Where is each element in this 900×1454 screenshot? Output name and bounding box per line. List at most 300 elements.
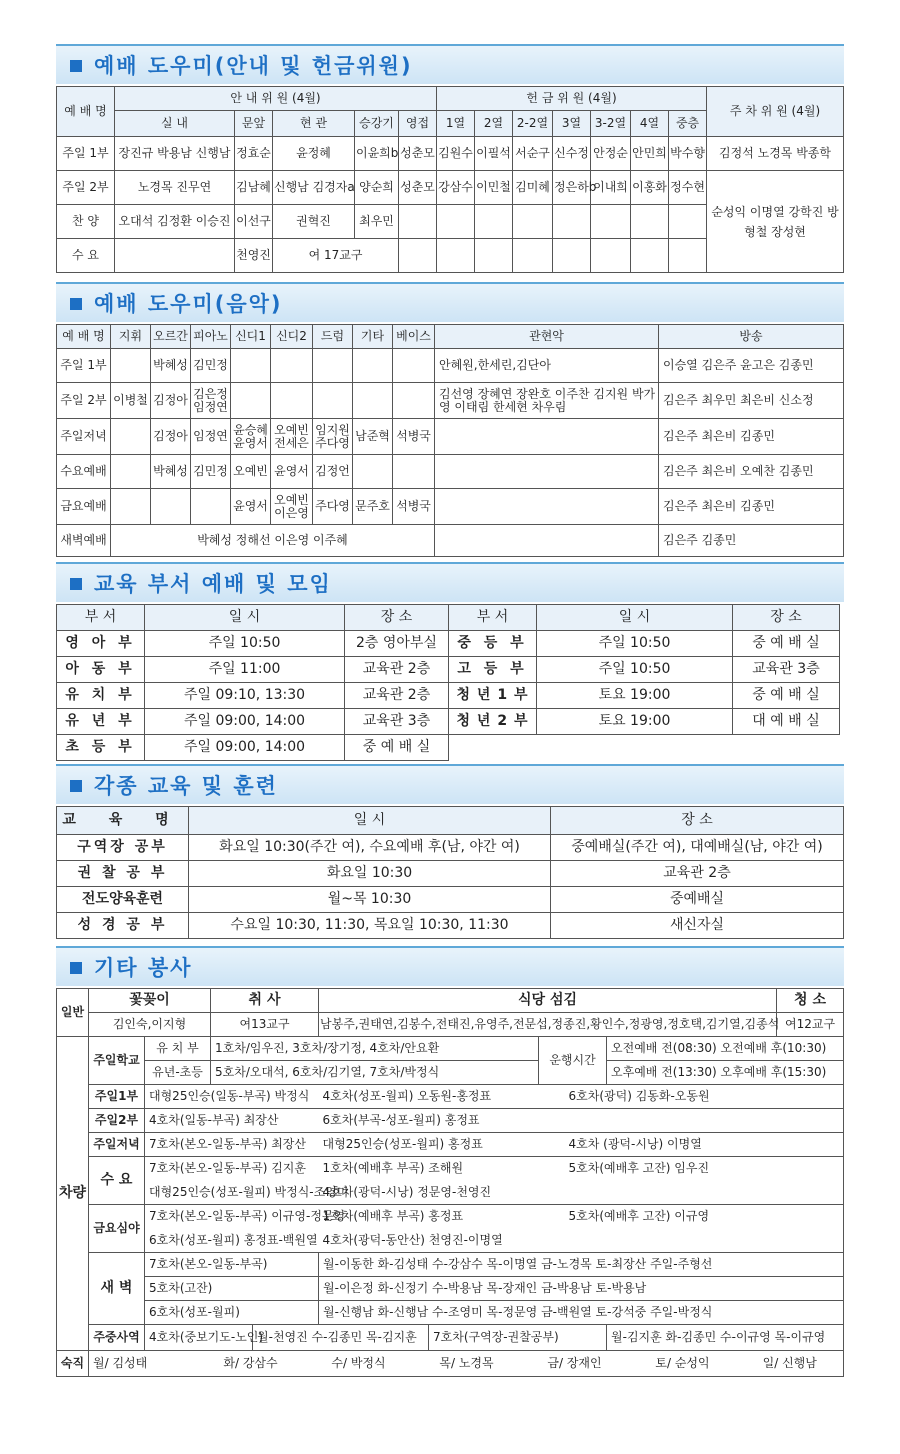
- cell: 정효순: [235, 137, 273, 171]
- course-name: 전도양육훈련: [57, 887, 189, 913]
- cell: [565, 1181, 844, 1205]
- cell: 신수정: [553, 137, 591, 171]
- square-bullet-icon: [70, 962, 82, 974]
- cell: 7호차(본오-일동-부곡) 이규영-정문영: [145, 1205, 319, 1229]
- sub-header: 문앞: [235, 111, 273, 137]
- header: 식당 섬김: [319, 989, 777, 1013]
- row-label: 주일학교: [89, 1037, 145, 1085]
- cell: 월-신행남 화-신행남 수-조영미 목-정문영 금-백원열 토-강석중 주일-박정식: [319, 1301, 844, 1325]
- cell: 김은주 최은비 김종민: [659, 419, 844, 455]
- table-row: [57, 1253, 844, 1277]
- cell: 박수향: [669, 137, 707, 171]
- cell: 이필석: [475, 137, 513, 171]
- cell: 김원수: [437, 137, 475, 171]
- cell: 일/ 신행남: [737, 1351, 844, 1377]
- cell: [271, 383, 313, 419]
- cell: [669, 205, 707, 239]
- dept-name: 중 등 부: [449, 631, 537, 657]
- dept-name: 유 년 부: [57, 709, 145, 735]
- header: 방송: [659, 325, 844, 349]
- optime-label: 운행시간: [539, 1037, 607, 1085]
- cell: [313, 349, 353, 383]
- cell: [111, 349, 151, 383]
- header: 일 시: [189, 807, 551, 835]
- cell: 주일 09:00, 14:00: [145, 735, 345, 761]
- cell: [435, 525, 659, 557]
- cell: 주일 10:50: [537, 657, 733, 683]
- table-row: [57, 137, 844, 171]
- table-row: [57, 1277, 844, 1301]
- cell: 4호차 (광덕-시낭) 이명열: [565, 1133, 844, 1157]
- cell: 7호차(본오-일동-부곡): [145, 1253, 319, 1277]
- cell: 주일 11:00: [145, 657, 345, 683]
- cell: 노경목 진무연: [115, 171, 235, 205]
- education-dept-table: [56, 604, 844, 761]
- cell: 남준혁: [353, 419, 393, 455]
- cell-parking: 순성익 이명열 강학진 방형철 장성현: [707, 171, 844, 273]
- cell: [313, 383, 353, 419]
- cell: [591, 239, 631, 273]
- table-row: [57, 171, 844, 205]
- square-bullet-icon: [70, 298, 82, 310]
- cell: 오대석 김정환 이승진: [115, 205, 235, 239]
- row-label: 주일2부: [89, 1109, 145, 1133]
- cell: 안정순: [591, 137, 631, 171]
- cell: [399, 239, 437, 273]
- row-label: 수 요: [89, 1157, 145, 1205]
- cell: 석병국: [393, 489, 435, 525]
- cell: 토요 19:00: [537, 709, 733, 735]
- cell: 김선영 장혜연 장완호 이주찬 김지원 박가영 이태림 한세현 차우림: [435, 383, 659, 419]
- cell: 천영진: [235, 239, 273, 273]
- section-header-other-service: [56, 946, 844, 986]
- cell: 오전예배 전(08:30) 오전예배 후(10:30): [607, 1037, 844, 1061]
- cell: [591, 205, 631, 239]
- header: 부 서: [449, 605, 537, 631]
- header: 장 소: [345, 605, 449, 631]
- cell: 6호차(광덕) 김동화-오동원: [565, 1085, 844, 1109]
- cell: 이병철: [111, 383, 151, 419]
- cell: [513, 205, 553, 239]
- cell: 화/ 강삼수: [197, 1351, 305, 1377]
- cell: 이민철: [475, 171, 513, 205]
- cell: 여13교구: [211, 1013, 319, 1037]
- cell: [353, 383, 393, 419]
- cell: 주일 09:00, 14:00: [145, 709, 345, 735]
- table-row: [57, 1085, 844, 1109]
- cell: 성춘모: [399, 171, 437, 205]
- cell: 대 예 배 실: [733, 709, 840, 735]
- square-bullet-icon: [70, 780, 82, 792]
- cell: [111, 489, 151, 525]
- cell: 화요일 10:30: [189, 861, 551, 887]
- cell: [271, 349, 313, 383]
- cell: 4호차(일동-부곡) 최장산: [145, 1109, 319, 1133]
- cell: 대형25인승(성포-월피) 홍정표: [319, 1133, 565, 1157]
- cell: 월-이은정 화-신정기 수-박용남 목-장재인 금-박용남 토-박용남: [319, 1277, 844, 1301]
- cell: 주일 10:50: [537, 631, 733, 657]
- section-title: 예배 도우미(안내 및 헌금위원): [94, 54, 413, 78]
- cell: [111, 455, 151, 489]
- cell: [631, 205, 669, 239]
- cell: 대형25인승(성포-월피) 박정식-조영미: [145, 1181, 319, 1205]
- cell: [437, 205, 475, 239]
- table-row: [57, 525, 844, 557]
- cell: [393, 383, 435, 419]
- cell: 여12교구: [777, 1013, 844, 1037]
- cell: 중예배실(주간 여), 대예배실(남, 야간 여): [551, 835, 844, 861]
- section-title: 교육 부서 예배 및 모임: [94, 572, 332, 596]
- header: 청 소: [777, 989, 844, 1013]
- table-row: [57, 1205, 844, 1229]
- cell: 중 예 배 실: [345, 735, 449, 761]
- header: 피아노: [191, 325, 231, 349]
- cell: 월-천영진 수-김종민 목-김지훈: [253, 1325, 429, 1351]
- cell: 4호차(중보기도-노인): [145, 1325, 253, 1351]
- cell: [231, 349, 271, 383]
- cell: 4호차(성포-월피) 오동원-홍정표: [319, 1085, 565, 1109]
- cell: 김미혜: [513, 171, 553, 205]
- cell: 목/ 노경목: [413, 1351, 521, 1377]
- sub-header: 4열: [631, 111, 669, 137]
- dept-name: 영 아 부: [57, 631, 145, 657]
- cell: 7호차(본오-일동-부곡) 김지훈: [145, 1157, 319, 1181]
- cell: 1호차(예배후 부곡) 조해원: [319, 1157, 565, 1181]
- sub-header: 3-2열: [591, 111, 631, 137]
- header-parking: 주 차 위 원 (4월): [707, 87, 844, 137]
- cell: 대형25인승(일동-부곡) 박정식: [145, 1085, 319, 1109]
- row-label: 새벽예배: [57, 525, 111, 557]
- cell: 주일 10:50: [145, 631, 345, 657]
- dept-name: 청 년 2 부: [449, 709, 537, 735]
- cell: 김정언: [313, 455, 353, 489]
- table-row: [57, 1351, 844, 1377]
- table-row: [57, 913, 844, 939]
- cell: 5호차(예배후 고잔) 임우진: [565, 1157, 844, 1181]
- cell: 이선구: [235, 205, 273, 239]
- row-label: 주일1부: [89, 1085, 145, 1109]
- dept-name: 유 치 부: [57, 683, 145, 709]
- cell: 1호차(예배후 부곡) 홍정표: [319, 1205, 565, 1229]
- header: 예 배 명: [57, 325, 111, 349]
- cell: 김민정: [191, 455, 231, 489]
- cell: 금/ 장재인: [521, 1351, 629, 1377]
- cell: 김은주 최은비 김종민: [659, 489, 844, 525]
- cell: 7호차(본오-일동-부곡) 최장산: [145, 1133, 319, 1157]
- cell: 중 예 배 실: [733, 631, 840, 657]
- table-row: [57, 1229, 844, 1253]
- row-label: 금요심야: [89, 1205, 145, 1253]
- cell: [475, 239, 513, 273]
- square-bullet-icon: [70, 578, 82, 590]
- cell: 김인숙,이지형: [89, 1013, 211, 1037]
- table-row: [57, 683, 840, 709]
- dept-name: 청 년 1 부: [449, 683, 537, 709]
- table-row: [57, 489, 844, 525]
- row-label: 새 벽: [89, 1253, 145, 1325]
- cell: 정수현: [669, 171, 707, 205]
- cell: 윤정혜: [273, 137, 355, 171]
- table-row: [57, 1181, 844, 1205]
- cell: 권혁진: [273, 205, 355, 239]
- cell: 6호차(성포-월피) 홍정표-백원열: [145, 1229, 319, 1253]
- cell: 6호차(부곡-성포-월피) 홍정표: [319, 1109, 565, 1133]
- cell: 오예빈 전세은: [271, 419, 313, 455]
- header: 일 시: [537, 605, 733, 631]
- cell: 월-김지훈 화-김종민 수-이규영 목-이규영: [607, 1325, 844, 1351]
- cell: [393, 349, 435, 383]
- cell: 문주호: [353, 489, 393, 525]
- cell: [435, 455, 659, 489]
- cell: [353, 349, 393, 383]
- cell: 오후예배 전(13:30) 오후예배 후(15:30): [607, 1061, 844, 1085]
- dept-name: 초 등 부: [57, 735, 145, 761]
- sub-label: 유년-초등: [145, 1061, 211, 1085]
- cell: 신행남 김경자a: [273, 171, 355, 205]
- cell: 장진규 박용남 신행남: [115, 137, 235, 171]
- table-row: [57, 735, 840, 761]
- cell: 김은주 김종민: [659, 525, 844, 557]
- cell: 중예배실: [551, 887, 844, 913]
- header: 꽃꽂이: [89, 989, 211, 1013]
- cell: 남봉주,권태연,김봉수,전태진,유영주,전문섭,정종진,황인수,정광영,정호택,김기열,김종석: [319, 1013, 777, 1037]
- cell: 중 예 배 실: [733, 683, 840, 709]
- table-row: [57, 835, 844, 861]
- sub-header: 1열: [437, 111, 475, 137]
- other-service-table: [56, 988, 844, 1377]
- cell: 월~목 10:30: [189, 887, 551, 913]
- cell: 김은주 최은비 오예찬 김종민: [659, 455, 844, 489]
- table-row: [57, 349, 844, 383]
- cell: 이홍화: [631, 171, 669, 205]
- dept-name: 고 등 부: [449, 657, 537, 683]
- cell: [669, 239, 707, 273]
- table-row: [57, 1301, 844, 1325]
- cell: [437, 239, 475, 273]
- cell: [435, 489, 659, 525]
- sub-header: 실 내: [115, 111, 235, 137]
- row-label: 주일 1부: [57, 349, 111, 383]
- cell: [553, 205, 591, 239]
- cell: 이윤희b: [355, 137, 399, 171]
- header-offering: 헌 금 위 원 (4월): [437, 87, 707, 111]
- sub-label: 유 치 부: [145, 1037, 211, 1061]
- cell: 교육관 3층: [733, 657, 840, 683]
- square-bullet-icon: [70, 60, 82, 72]
- car-label: 차량: [57, 1037, 89, 1351]
- cell: 박혜성: [151, 455, 191, 489]
- cell: 교육관 2층: [345, 657, 449, 683]
- header: 관현악: [435, 325, 659, 349]
- cell: 성춘모: [399, 137, 437, 171]
- cell: 1호차/임우진, 3호차/장기정, 4호차/안요환: [211, 1037, 539, 1061]
- cell: [231, 383, 271, 419]
- section-title: 예배 도우미(음악): [94, 292, 283, 316]
- cell: 안민희: [631, 137, 669, 171]
- sub-header: 중층: [669, 111, 707, 137]
- table-row: [57, 657, 840, 683]
- row-label: 주일저녁: [57, 419, 111, 455]
- cell: 5호차(고잔): [145, 1277, 319, 1301]
- header: 장 소: [551, 807, 844, 835]
- cell: 5호차/오대석, 6호차/김기열, 7호차/박정식: [211, 1061, 539, 1085]
- cell: 김민정: [191, 349, 231, 383]
- header: 신디1: [231, 325, 271, 349]
- header: 지휘: [111, 325, 151, 349]
- cell: 4호차(광덕-시낭) 정문영-천영진: [319, 1181, 565, 1205]
- cell: [565, 1229, 844, 1253]
- cell: [111, 419, 151, 455]
- header: 오르간: [151, 325, 191, 349]
- course-name: 권 찰 공 부: [57, 861, 189, 887]
- cell: 오예빈: [231, 455, 271, 489]
- cell: 이내희: [591, 171, 631, 205]
- cell: 최우민: [355, 205, 399, 239]
- cell: 월-이동한 화-김성태 수-강삼수 목-이명열 금-노경목 토-최장산 주일-주형선: [319, 1253, 844, 1277]
- table-row: [57, 1133, 844, 1157]
- cell: 윤영서: [271, 455, 313, 489]
- header: 기타: [353, 325, 393, 349]
- cell: 김남혜: [235, 171, 273, 205]
- cell: 화요일 10:30(주간 여), 수요예배 후(남, 야간 여): [189, 835, 551, 861]
- table-row: [57, 1157, 844, 1181]
- cell: 안혜원,한세린,김단아: [435, 349, 659, 383]
- row-label: 주중사역: [89, 1325, 145, 1351]
- cell: 석병국: [393, 419, 435, 455]
- cell: 윤영서: [231, 489, 271, 525]
- cell: 김은주 최우민 최은비 신소정: [659, 383, 844, 419]
- ushers-table: [56, 86, 844, 273]
- table-row: [57, 861, 844, 887]
- cell: [115, 239, 235, 273]
- cell: 김은정 임정연: [191, 383, 231, 419]
- sub-header: 2열: [475, 111, 513, 137]
- cell: 이승열 김은주 윤고은 김종민: [659, 349, 844, 383]
- cell: [475, 205, 513, 239]
- row-label: 수요예배: [57, 455, 111, 489]
- music-table: [56, 324, 844, 557]
- cell: 임정연: [191, 419, 231, 455]
- dept-name: 아 동 부: [57, 657, 145, 683]
- section-header-music: [56, 282, 844, 322]
- cell: 주다영: [313, 489, 353, 525]
- header: 일 시: [145, 605, 345, 631]
- cell: 윤승혜 윤영서: [231, 419, 271, 455]
- cell: 5호차(예배후 고잔) 이규영: [565, 1205, 844, 1229]
- table-row: [57, 709, 840, 735]
- row-label: 찬 양: [57, 205, 115, 239]
- cell: [393, 455, 435, 489]
- overnight-label: 숙직: [57, 1351, 89, 1377]
- row-label: 주일 2부: [57, 171, 115, 205]
- cell: 김정아: [151, 419, 191, 455]
- cell: 양순희: [355, 171, 399, 205]
- section-title: 각종 교육 및 훈련: [94, 774, 278, 798]
- row-label: 주일 2부: [57, 383, 111, 419]
- section-header-education-dept: [56, 562, 844, 602]
- sub-header: 2-2열: [513, 111, 553, 137]
- header: 베이스: [393, 325, 435, 349]
- table-row: [57, 383, 844, 419]
- cell: 서순구: [513, 137, 553, 171]
- cell: [435, 419, 659, 455]
- cell: 월/ 김성태: [89, 1351, 197, 1377]
- cell: 김정아: [151, 383, 191, 419]
- cell: [191, 489, 231, 525]
- header: 장 소: [733, 605, 840, 631]
- header: 드럼: [313, 325, 353, 349]
- table-row: [57, 887, 844, 913]
- table-row: [57, 1109, 844, 1133]
- cell: 교육관 3층: [345, 709, 449, 735]
- cell: 7호차(구역장-권찰공부): [429, 1325, 607, 1351]
- cell: 박혜성 정해선 이은영 이주혜: [111, 525, 435, 557]
- cell: 박혜성: [151, 349, 191, 383]
- training-table: [56, 806, 844, 939]
- table-row: [57, 455, 844, 489]
- cell: 강삼수: [437, 171, 475, 205]
- cell: [151, 489, 191, 525]
- cell: [399, 205, 437, 239]
- cell: 임지원 주다영: [313, 419, 353, 455]
- table-row: [57, 631, 840, 657]
- header: 신디2: [271, 325, 313, 349]
- row-label: 수 요: [57, 239, 115, 273]
- cell: [631, 239, 669, 273]
- cell: 여 17교구: [273, 239, 399, 273]
- cell: [513, 239, 553, 273]
- sub-header: 영접: [399, 111, 437, 137]
- cell: 주일 09:10, 13:30: [145, 683, 345, 709]
- cell: 수요일 10:30, 11:30, 목요일 10:30, 11:30: [189, 913, 551, 939]
- section-header-training: [56, 764, 844, 804]
- cell: [565, 1109, 844, 1133]
- cell: 교육관 2층: [345, 683, 449, 709]
- sub-header: 3열: [553, 111, 591, 137]
- cell: 4호차(광덕-동안산) 천영진-이명열: [319, 1229, 565, 1253]
- header-guide: 안 내 위 원 (4월): [115, 87, 437, 111]
- header: 교 육 명: [57, 807, 189, 835]
- cell: 토/ 순성익: [629, 1351, 737, 1377]
- course-name: 구역장 공부: [57, 835, 189, 861]
- header: 취 사: [211, 989, 319, 1013]
- cell: 토요 19:00: [537, 683, 733, 709]
- cell: 2층 영아부실: [345, 631, 449, 657]
- section-header-ushers: [56, 44, 844, 84]
- header: 부 서: [57, 605, 145, 631]
- row-label: 금요예배: [57, 489, 111, 525]
- cell-parking: 김정석 노경목 박종학: [707, 137, 844, 171]
- table-row: [57, 419, 844, 455]
- cell: 수/ 박정식: [305, 1351, 413, 1377]
- general-label: 일반: [57, 989, 89, 1037]
- cell: 교육관 2층: [551, 861, 844, 887]
- row-label: 주일 1부: [57, 137, 115, 171]
- header-service: 예 배 명: [57, 87, 115, 137]
- sub-header: 현 관: [273, 111, 355, 137]
- cell: [553, 239, 591, 273]
- cell: 새신자실: [551, 913, 844, 939]
- table-row: [57, 1325, 844, 1351]
- cell: [353, 455, 393, 489]
- row-label: 주일저녁: [89, 1133, 145, 1157]
- sub-header: 승강기: [355, 111, 399, 137]
- section-title: 기타 봉사: [94, 956, 193, 980]
- cell: 정은하b: [553, 171, 591, 205]
- cell: 6호차(성포-월피): [145, 1301, 319, 1325]
- cell: 오예빈 이은영: [271, 489, 313, 525]
- course-name: 성 경 공 부: [57, 913, 189, 939]
